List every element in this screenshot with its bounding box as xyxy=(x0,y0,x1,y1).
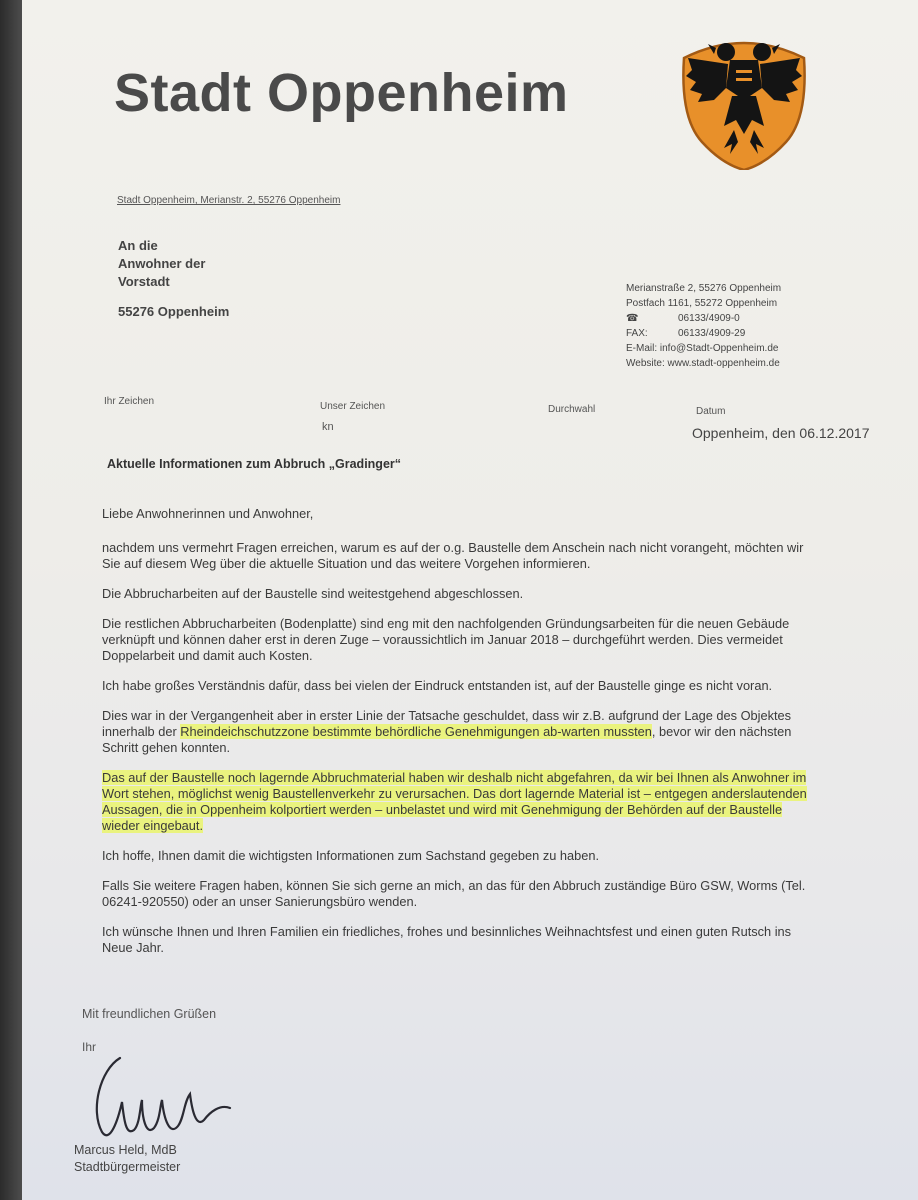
contact-block xyxy=(626,281,781,371)
handwritten-signature xyxy=(80,1040,260,1145)
salutation: Liebe Anwohnerinnen und Anwohner, xyxy=(102,506,314,521)
body-paragraph: Die restlichen Abbrucharbeiten (Bodenplatte) sind eng mit den nachfolgenden Gründungsarbeiten für die neuen Gebäude verknüpft und können daher erst in deren Zuge – voraussichtlich im Januar 2018 – durchgeführt werden. Dies vermeidet Doppelarbeit und damit auch Kosten. xyxy=(102,616,790,663)
contact-phone-row xyxy=(626,311,781,326)
highlighted-text: Rheindeichschutzzone bestimmte behördliche Genehmigungen ab-warten mussten xyxy=(180,724,652,739)
closing-ihr: Ihr xyxy=(82,1040,97,1054)
letter-page xyxy=(22,0,918,1200)
fax-label: FAX: xyxy=(626,328,648,339)
letter-subject: Aktuelle Informationen zum Abbruch „Gradinger“ xyxy=(107,457,402,471)
body-paragraph: Ich habe großes Verständnis dafür, dass bei vielen der Eindruck entstanden ist, auf der Baustelle ginge es nicht voran. xyxy=(102,678,773,693)
recipient-city: 55276 Oppenheim xyxy=(118,304,230,319)
recipient-line: Vorstadt xyxy=(118,274,170,289)
letterhead-title: Stadt Oppenheim xyxy=(114,63,569,123)
letter-body xyxy=(102,506,810,970)
contact-postfach: Postfach 1161, 55272 Oppenheim xyxy=(626,298,778,309)
body-paragraph: Ich hoffe, Ihnen damit die wichtigsten Informationen zum Sachstand gegeben zu haben. xyxy=(102,848,600,863)
city-coat-of-arms-icon xyxy=(674,30,814,170)
contact-phone: 06133/4909-0 xyxy=(678,313,740,324)
letter-date: Oppenheim, den 06.12.2017 xyxy=(692,425,870,441)
recipient-block xyxy=(118,237,205,291)
contact-email: E-Mail: info@Stadt-Oppenheim.de xyxy=(626,343,779,354)
datum-label: Datum xyxy=(696,406,726,417)
phone-icon: ☎ xyxy=(626,313,639,324)
body-paragraph: Ich wünsche Ihnen und Ihren Familien ein friedliches, frohes und besinnliches Weihnachtsfest und einen guten Rutsch ins Neue Jahr. xyxy=(102,924,792,955)
sender-address-line: Stadt Oppenheim, Merianstr. 2, 55276 Oppenheim xyxy=(117,195,341,206)
ihr-zeichen-label: Ihr Zeichen xyxy=(104,396,155,407)
body-paragraph: Die Abbrucharbeiten auf der Baustelle sind weitestgehend abgeschlossen. xyxy=(102,586,524,601)
signer-name: Marcus Held, MdB xyxy=(74,1143,177,1157)
body-paragraph xyxy=(102,770,810,834)
closing-phrase: Mit freundlichen Grüßen xyxy=(82,1007,217,1021)
contact-address: Merianstraße 2, 55276 Oppenheim xyxy=(626,283,782,294)
unser-zeichen-value: kn xyxy=(322,421,334,433)
recipient-line: Anwohner der xyxy=(118,256,206,271)
unser-zeichen-label: Unser Zeichen xyxy=(320,401,386,412)
highlighted-text: Das auf der Baustelle noch lagernde Abbruchmaterial haben wir deshalb nicht abgefahren, da wir bei Ihnen als Anwohner im Wort stehen, möglichst wenig Baustellenverkehr zu verursachen. Das dort lagernde Material ist – entgegen anderslautenden Aussagen, die in Oppenheim kolportiert werden – unbelastet und wird mit Genehmigung der Behörden auf der Baustelle wieder eingebaut. xyxy=(102,770,807,833)
contact-fax: 06133/4909-29 xyxy=(678,328,746,339)
recipient-line: An die xyxy=(118,238,158,253)
body-paragraph: nachdem uns vermehrt Fragen erreichen, warum es auf der o.g. Baustelle dem Anschein nach nicht vorangeht, möchten wir Sie auf diesem Weg über die aktuelle Situation und das weitere Vorgehen informieren. xyxy=(102,540,804,571)
photo-background-edge xyxy=(0,0,22,1200)
contact-fax-row xyxy=(626,326,781,341)
body-paragraph xyxy=(102,708,810,756)
paragraph-text: , bevor wir den nächsten Schritt gehen konnten. xyxy=(102,724,792,755)
durchwahl-label: Durchwahl xyxy=(548,404,596,415)
contact-website: Website: www.stadt-oppenheim.de xyxy=(626,358,780,369)
signer-role: Stadtbürgermeister xyxy=(74,1160,181,1174)
signer-block xyxy=(74,1142,180,1176)
paragraph-text: Dies war in der Vergangenheit aber in erster Linie der Tatsache geschuldet, dass wir z.B. aufgrund der Lage des Objektes innerhalb der xyxy=(102,708,792,739)
body-paragraph: Falls Sie weitere Fragen haben, können Sie sich gerne an mich, an das für den Abbruch zuständige Büro GSW, Worms (Tel. 06241-920550) oder an unser Sanierungsbüro wenden. xyxy=(102,878,806,909)
